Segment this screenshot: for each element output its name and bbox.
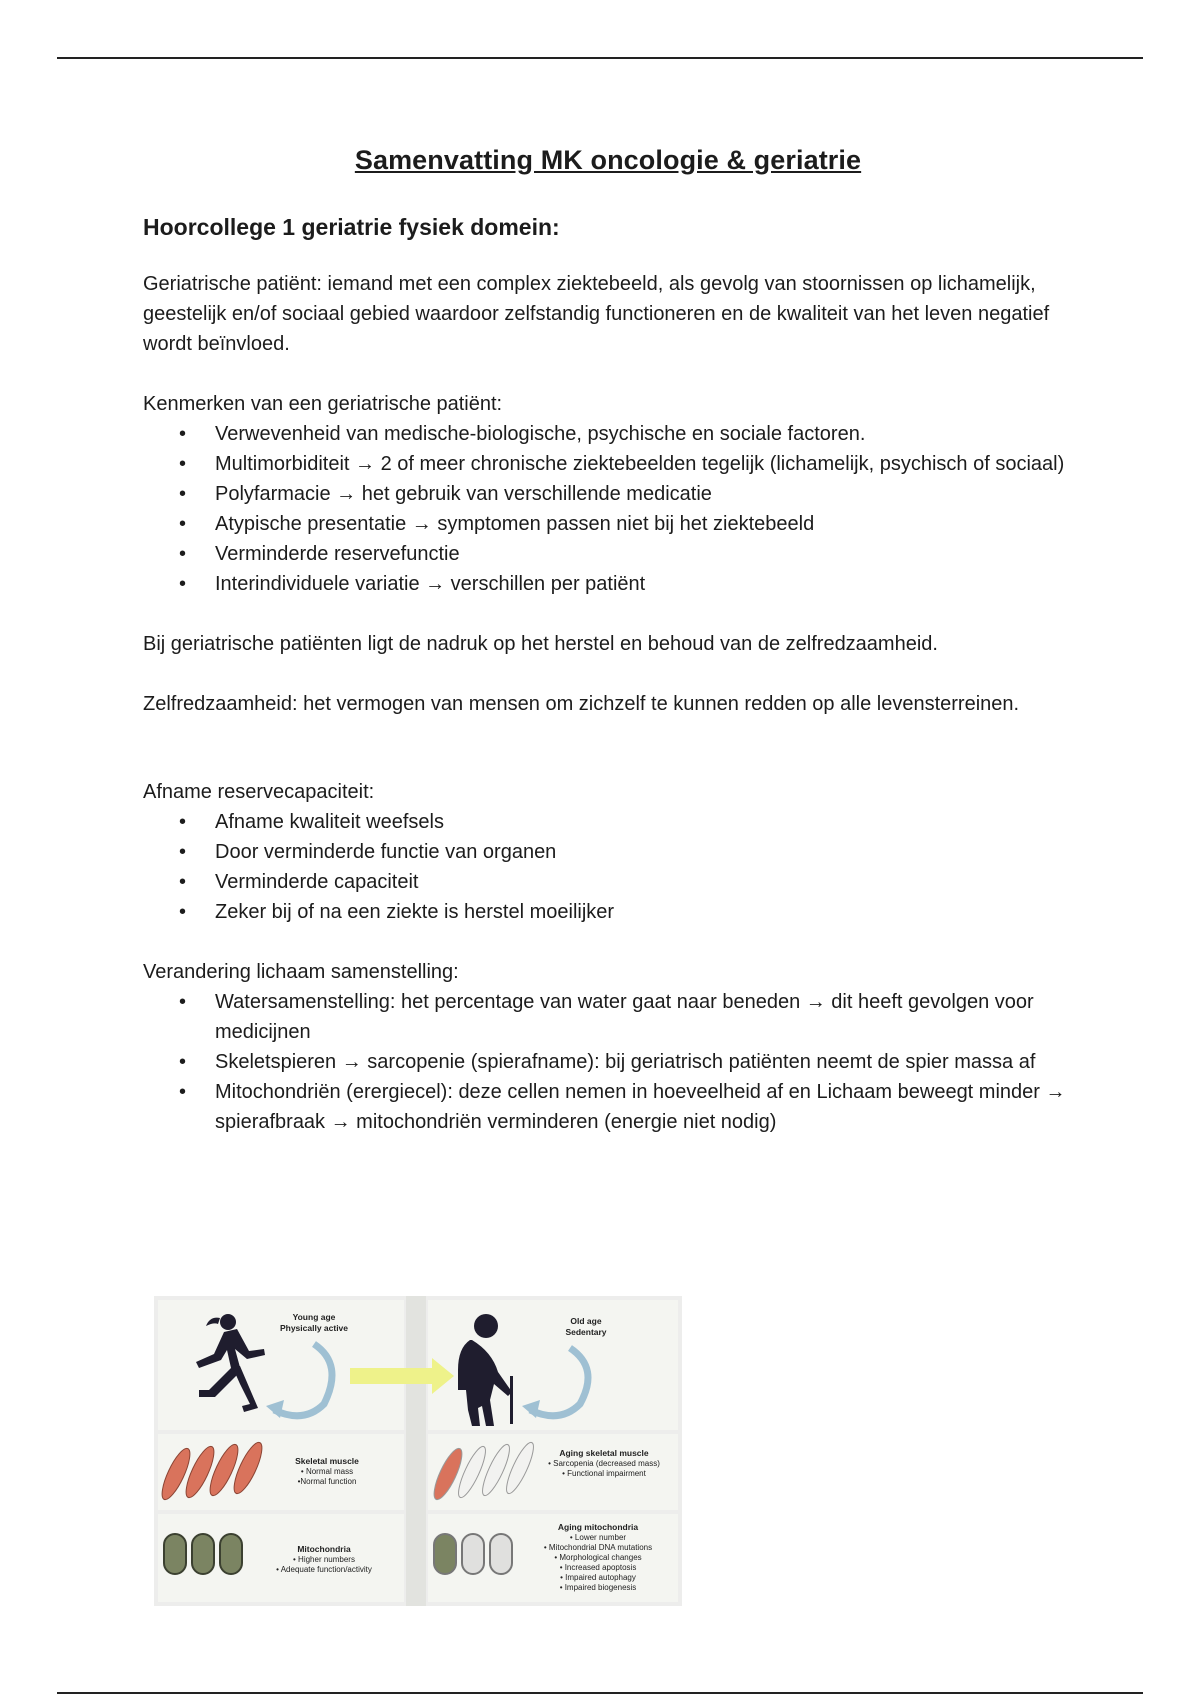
aging-muscle-fibers-icon	[429, 1440, 538, 1503]
top-rule	[57, 57, 1143, 59]
mitochondria-icon	[164, 1534, 242, 1574]
list-item: • Verwevenheid van medische-biologische, psychische en sociale factoren.	[215, 419, 1073, 449]
old-caption: Old age Sedentary	[565, 1316, 607, 1337]
aging-muscle-caption: Aging skeletal muscle • Sarcopenia (decreased mass) • Functional impairment	[548, 1448, 660, 1478]
zelfredzaamheid-paragraph: Zelfredzaamheid: het vermogen van mensen om zichzelf te kunnen redden op alle levensterreinen.	[143, 693, 1020, 715]
mito-caption: Mitochondria • Higher numbers • Adequate function/activity	[276, 1544, 372, 1574]
list-item: • Verminderde capaciteit	[215, 867, 1073, 897]
document-title: Samenvatting MK oncologie & geriatrie	[354, 145, 862, 175]
transition-arrow-icon	[350, 1358, 454, 1394]
aging-mito-caption: Aging mitochondria • Lower number • Mitochondrial DNA mutations • Morphological changes • Increased apoptosis • Impaired autophagy • Impaired biogenesis	[543, 1522, 653, 1592]
reserve-intro: Afname reservecapaciteit:	[143, 781, 375, 803]
list-item: • Watersamenstelling: het percentage van water gaat naar beneden → dit heeft gevolgen voor medicijnen	[215, 987, 1073, 1047]
samenstelling-intro: Verandering lichaam samenstelling:	[143, 961, 459, 983]
list-item: • Mitochondriën (erergiecel): deze cellen nemen in hoeveelheid af en Lichaam beweegt minder → spierafbraak → mitochondriën verminderen (energie niet nodig)	[215, 1077, 1073, 1137]
aging-figure	[154, 1296, 682, 1606]
list-item: • Verminderde reservefunctie	[215, 539, 1073, 569]
section-heading: Hoorcollege 1 geriatrie fysiek domein:	[143, 214, 560, 240]
reserve-list	[143, 807, 1073, 927]
bottom-rule	[57, 1692, 1143, 1694]
muscle-fibers-icon	[157, 1439, 267, 1503]
list-item: • Atypische presentatie → symptomen passen niet bij het ziektebeeld	[215, 509, 1073, 539]
young-caption: Young age Physically active	[279, 1312, 349, 1333]
document-page	[143, 145, 1073, 1137]
samenstelling-list	[143, 987, 1073, 1137]
list-item: • Interindividuele variatie → verschillen per patiënt	[215, 569, 1073, 599]
list-item: • Door verminderde functie van organen	[215, 837, 1073, 867]
list-item: • Zeker bij of na een ziekte is herstel moeilijker	[215, 897, 1073, 927]
runner-icon	[196, 1314, 265, 1412]
list-item: • Afname kwaliteit weefsels	[215, 807, 1073, 837]
elderly-icon	[458, 1314, 513, 1426]
muscle-caption: Skeletal muscle • Normal mass •Normal function	[295, 1456, 359, 1486]
aging-mitochondria-icon	[434, 1534, 512, 1574]
list-item: • Multimorbiditeit → 2 of meer chronische ziektebeelden tegelijk (lichamelijk, psychisch of sociaal)	[215, 449, 1073, 479]
kenmerken-list	[143, 419, 1073, 599]
nadruk-paragraph: Bij geriatrische patiënten ligt de nadruk op het herstel en behoud van de zelfredzaamheid.	[143, 633, 938, 655]
list-item: • Polyfarmacie → het gebruik van verschillende medicatie	[215, 479, 1073, 509]
list-item: • Skeletspieren → sarcopenie (spierafname): bij geriatrisch patiënten neemt de spier massa af	[215, 1047, 1073, 1077]
definition-paragraph: Geriatrische patiënt: iemand met een complex ziektebeeld, als gevolg van stoornissen op lichamelijk, geestelijk en/of sociaal gebied waardoor zelfstandig functioneren en de kwaliteit van het leven negatief wordt beïnvloed.	[143, 273, 1050, 355]
kenmerken-intro: Kenmerken van een geriatrische patiënt:	[143, 393, 503, 415]
